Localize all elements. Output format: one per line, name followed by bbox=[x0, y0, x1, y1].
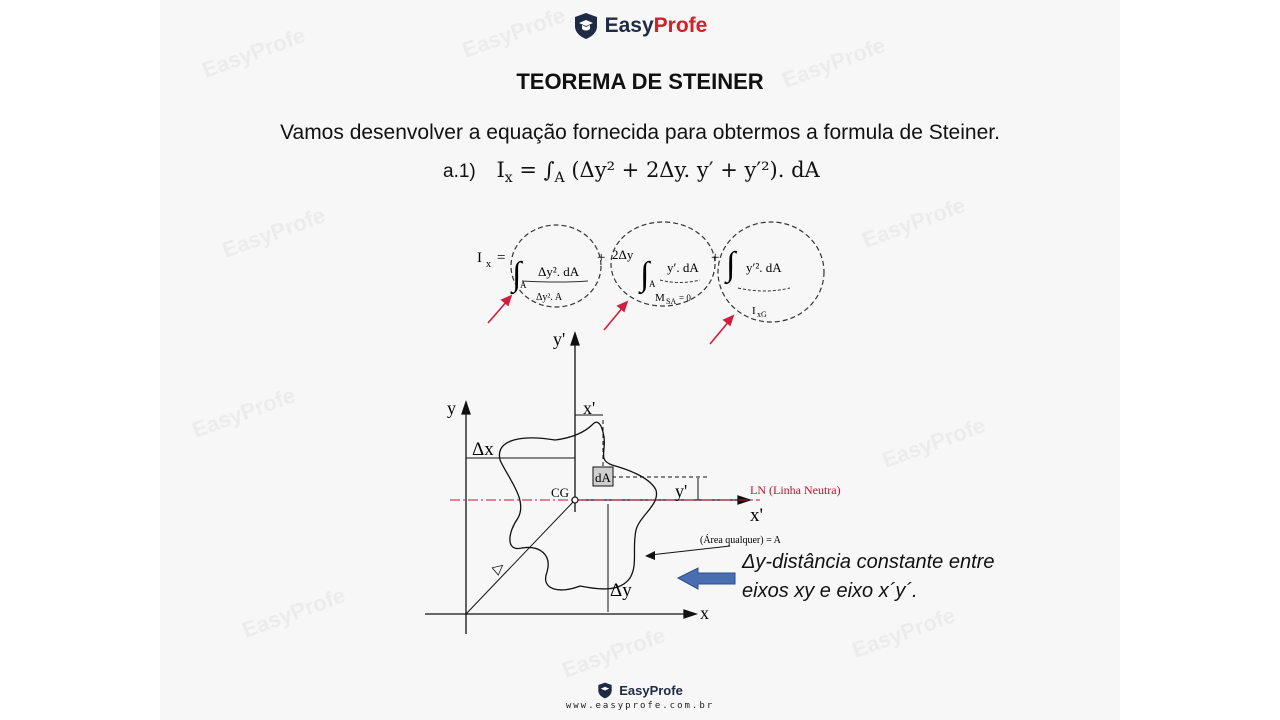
label-neutral-line: LN (Linha Neutra) bbox=[750, 483, 841, 497]
slide-title: TEOREMA DE STEINER bbox=[516, 69, 764, 94]
watermark: EasyProfe bbox=[458, 2, 569, 63]
watermark: EasyProfe bbox=[858, 192, 969, 253]
integral-sign-3: ∫ bbox=[726, 246, 736, 283]
integral-sign-2: ∫ bbox=[640, 256, 650, 293]
area-pointer bbox=[650, 546, 730, 555]
term3-brace bbox=[738, 288, 790, 291]
exp-ix-sub: x bbox=[486, 259, 491, 270]
red-arrow-1-head bbox=[502, 296, 511, 305]
equation-integral-sub: A bbox=[554, 170, 565, 187]
diagonal-line bbox=[466, 500, 575, 614]
website-url: www.easyprofe.com.br bbox=[565, 701, 715, 711]
watermark: EasyProfe bbox=[558, 622, 669, 683]
label-diagonal-mark: ▷ bbox=[490, 559, 509, 578]
term1-brace bbox=[522, 281, 588, 282]
term2-result-val: = 0 bbox=[679, 293, 691, 303]
integral-sign-1: ∫ bbox=[512, 256, 522, 293]
term3-result-sub: xG bbox=[757, 310, 767, 319]
watermark: EasyProfe bbox=[848, 602, 959, 663]
equation-lhs: I bbox=[496, 158, 505, 182]
term2-brace bbox=[660, 280, 700, 283]
term1-integrand: Δy². dA bbox=[538, 264, 580, 279]
equation-label: a.1) bbox=[443, 161, 476, 182]
graduation-shield-icon bbox=[597, 682, 613, 699]
watermark: EasyProfe bbox=[198, 22, 309, 83]
brand-name-part1: Easy bbox=[604, 14, 654, 37]
watermark: EasyProfe bbox=[778, 32, 889, 93]
centroid-point bbox=[572, 497, 578, 503]
term2-result-sub: SA bbox=[666, 297, 677, 306]
equation-lhs-sub: x bbox=[504, 170, 513, 187]
y-prime-arrowhead bbox=[571, 333, 579, 345]
red-arrow-2 bbox=[604, 306, 624, 330]
term2-result: M bbox=[655, 292, 665, 304]
brand-logo-bottom bbox=[0, 682, 1280, 703]
plus-2: + bbox=[711, 250, 720, 266]
label-x-prime-axis: x' bbox=[750, 505, 763, 526]
note-line-2: eixos xy e eixo x´y´. bbox=[742, 580, 918, 602]
red-arrows bbox=[488, 296, 733, 344]
delta-y-note bbox=[742, 548, 1042, 606]
term2-coefficient: 2Δy bbox=[612, 247, 634, 262]
red-arrow-3 bbox=[710, 320, 730, 344]
term2-lower-limit: A bbox=[649, 279, 656, 289]
y-arrowhead bbox=[462, 402, 470, 414]
red-arrow-3-head bbox=[724, 316, 733, 325]
arbitrary-area-shape bbox=[499, 422, 656, 590]
term3-integrand: y′². dA bbox=[746, 260, 782, 275]
slide-subtitle: Vamos desenvolver a equação fornecida para obtermos a formula de Steiner. bbox=[280, 121, 1000, 144]
term1-result: Δy². A bbox=[536, 292, 563, 303]
label-x-prime-top: x' bbox=[583, 398, 596, 418]
label-cg: CG bbox=[551, 485, 570, 500]
x-arrowhead bbox=[684, 610, 696, 618]
blue-pointer-arrow bbox=[678, 568, 735, 589]
brand-name-part1-bottom: Easy bbox=[619, 683, 650, 698]
label-y: y bbox=[447, 398, 456, 418]
note-line-1: Δy-distância constante entre bbox=[742, 551, 995, 573]
exp-ix: I bbox=[477, 250, 482, 266]
label-y-prime-dist: y' bbox=[675, 481, 688, 501]
label-y-prime: y' bbox=[553, 329, 566, 349]
watermark: EasyProfe bbox=[238, 582, 349, 643]
watermark: EasyProfe bbox=[218, 202, 329, 263]
term2-integrand: y′. dA bbox=[667, 260, 699, 275]
label-dA: dA bbox=[595, 470, 611, 485]
brand-name-part2: Profe bbox=[653, 14, 708, 37]
plus-1: + bbox=[597, 250, 606, 266]
exp-equals: = bbox=[497, 250, 506, 266]
equation-body: (Δy² + 2Δy. y′ + y′²). dA bbox=[571, 158, 820, 182]
label-area: (Área qualquer) = A bbox=[700, 535, 781, 546]
term1-lower-limit: A bbox=[520, 280, 527, 290]
red-arrow-2-head bbox=[618, 302, 627, 311]
equation-integral: = ∫ bbox=[519, 158, 555, 182]
label-delta-x: Δx bbox=[472, 439, 494, 460]
watermark: EasyProfe bbox=[188, 382, 299, 443]
area-pointer-head bbox=[645, 551, 655, 560]
label-delta-y: Δy bbox=[610, 580, 632, 601]
brand-name-part2-bottom: Profe bbox=[649, 683, 683, 698]
term3-result: I bbox=[752, 305, 756, 317]
label-x: x bbox=[700, 603, 709, 623]
watermark: EasyProfe bbox=[878, 412, 989, 473]
